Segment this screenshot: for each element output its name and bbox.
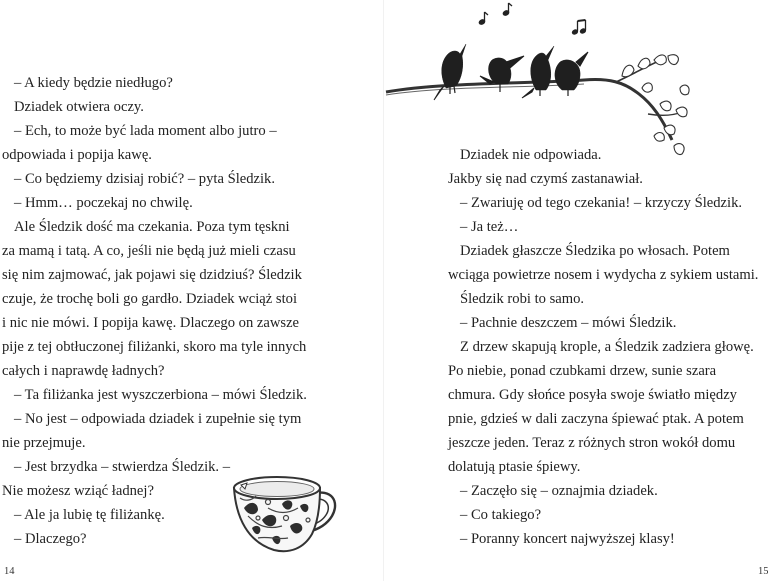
text-line: Dziadek otwiera oczy. — [14, 99, 144, 115]
text-line: pije z tej obtłuczonej filiżanki, skoro ma tyle innych — [2, 339, 307, 355]
text-line: – Pachnie deszczem – mówi Śledzik. — [460, 315, 677, 331]
text-line: odpowiada i popija kawę. — [2, 147, 152, 163]
text-line: Ale Śledzik dość ma czekania. Poza tym tęskni — [14, 219, 290, 235]
text-line: czuje, że trochę boli go gardło. Dziadek wciąż stoi — [2, 291, 297, 307]
text-line: – Hmm… poczekaj no chwilę. — [14, 195, 193, 211]
text-line: Dziadek głaszcze Śledzika po włosach. Potem — [460, 243, 730, 259]
text-line: dolatują ptasie śpiewy. — [448, 459, 581, 475]
text-line: jeszcze jeden. Teraz z różnych stron wokół domu — [448, 435, 736, 451]
page-number: 14 — [4, 566, 15, 577]
right-page — [384, 0, 768, 581]
text-line: i nic nie mówi. I popija kawę. Dlaczego on zawsze — [2, 315, 300, 331]
text-line: – Jest brzydka – stwierdza Śledzik. – — [14, 459, 231, 475]
text-line: Po niebie, ponad czubkami drzew, sunie szara — [448, 363, 717, 379]
text-line: Śledzik robi to samo. — [460, 291, 585, 307]
text-line: – Zaczęło się – oznajmia dziadek. — [460, 483, 658, 499]
text-line: – Dlaczego? — [14, 531, 87, 547]
text-line: za mamą i tatą. A co, jeśli nie będą już mieli czasu — [2, 243, 296, 259]
text-line: nie przejmuje. — [2, 435, 86, 451]
text-line: się nim zajmować, jak pojawi się dzidziuś? Śledzik — [2, 267, 302, 283]
text-line: Jakby się nad czymś zastanawiał. — [448, 171, 643, 187]
text-line: pnie, gdzieś w dali zaczyna śpiewać ptak. A potem — [448, 411, 744, 427]
text-line: – Ech, to może być lada moment albo jutro – — [14, 123, 277, 139]
text-line: – Ja też… — [460, 219, 519, 235]
text-line: chmura. Gdy słońce posyła swoje światło między — [448, 387, 737, 403]
text-line: Nie możesz wziąć ładnej? — [2, 483, 154, 499]
text-line: – Co takiego? — [460, 507, 542, 523]
text-line: Dziadek nie odpowiada. — [460, 147, 602, 163]
text-line: Z drzew skapują krople, a Śledzik zadziera głowę. — [460, 339, 754, 355]
text-line: – Co będziemy dzisiaj robić? – pyta Śledzik. — [14, 171, 275, 187]
page-number: 15 — [758, 566, 768, 577]
text-line: – Zwariuję od tego czekania! – krzyczy Śledzik. — [460, 195, 743, 211]
text-line: – Poranny koncert najwyższej klasy! — [460, 531, 675, 547]
text-line: wciąga powietrze nosem i wydycha z sykiem ustami. — [448, 267, 759, 283]
text-line: – A kiedy będzie niedługo? — [14, 75, 173, 91]
text-line: całych i naprawdę ładnych? — [2, 363, 165, 379]
text-line: – Ta filiżanka jest wyszczerbiona – mówi Śledzik. — [14, 387, 307, 403]
teacup-illustration — [228, 468, 344, 564]
text-line: – Ale ja lubię tę filiżankę. — [14, 507, 165, 523]
text-line: – No jest – odpowiada dziadek i zupełnie się tym — [14, 411, 302, 427]
